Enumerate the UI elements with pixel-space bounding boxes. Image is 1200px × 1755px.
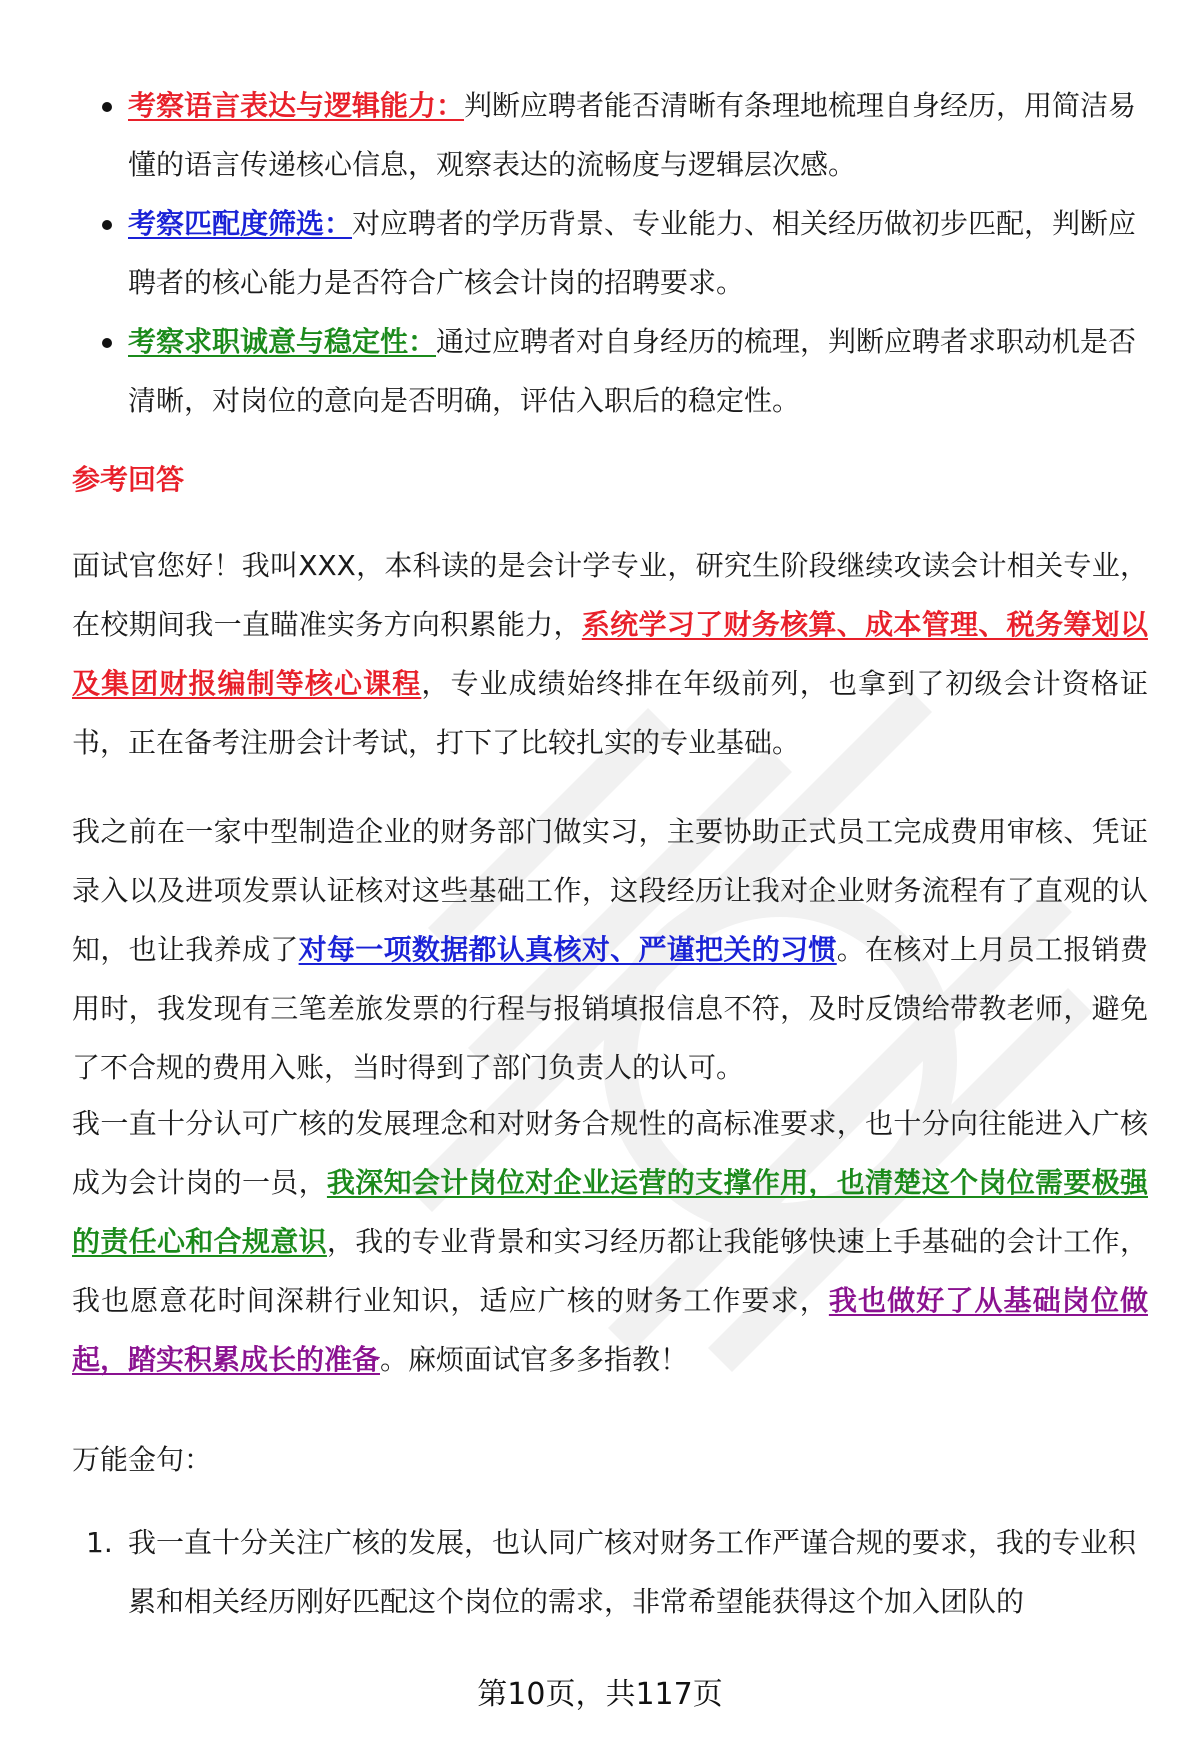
- bullet-text: 对应聘者的学历背景、专业能力、相关经历做初步匹配，判断应聘者的核心能力是否符合广核会计岗的招聘要求。: [128, 207, 1137, 299]
- item-number: 1.: [86, 1526, 113, 1559]
- assessment-bullet-list: [128, 76, 1148, 430]
- bullet-item-language: [128, 76, 1148, 194]
- answer-paragraph-2: [72, 802, 1148, 1097]
- bullet-label: 考察匹配度筛选：: [128, 207, 353, 240]
- numbered-item: [86, 1513, 1148, 1631]
- paragraph-text: 。麻烦面试官多多指教！: [380, 1343, 689, 1376]
- paragraph-text: 面试官您好！我叫XXX，本科读的是会计学专业，研究生阶段继续攻读会计相关专业，在校期间我一直瞄准实务方向积累能力，: [72, 549, 1148, 641]
- section-heading: 参考回答: [72, 463, 185, 496]
- paragraph-text: 我之前在一家中型制造企业的财务部门做实习，主要协助正式员工完成费用审核、凭证录入以及进项发票认证核对这些基础工作，这段经历让我对企业财务流程有了直观的认知，也让我养成了: [72, 815, 1148, 966]
- paragraph-text: 。在核对上月员工报销费用时，我发现有三笔差旅发票的行程与报销填报信息不符，及时反馈给带教老师，避免了不合规的费用入账，当时得到了部门负责人的认可。: [72, 933, 1148, 1084]
- golden-sentence-list: [86, 1513, 1148, 1631]
- answer-paragraph-1: [72, 536, 1148, 772]
- bullet-text: 判断应聘者能否清晰有条理地梳理自身经历，用简洁易懂的语言传递核心信息，观察表达的流畅度与逻辑层次感。: [128, 89, 1137, 181]
- golden-sentences-title: 万能金句：: [72, 1443, 213, 1476]
- bullet-label: 考察语言表达与逻辑能力：: [128, 89, 465, 122]
- item-text: 我一直十分关注广核的发展，也认同广核对财务工作严谨合规的要求，我的专业积累和相关经历刚好匹配这个岗位的需求，非常希望能获得这个加入团队的: [128, 1526, 1137, 1618]
- paragraph-text: 我一直十分认可广核的发展理念和对财务合规性的高标准要求，也十分向往能进入广核成为会计岗的一员，: [72, 1107, 1148, 1199]
- highlight-text: 对每一项数据都认真核对、严谨把关的习惯: [298, 933, 837, 966]
- paragraph-text: ，我的专业背景和实习经历都让我能够快速上手基础的会计工作，我也愿意花时间深耕行业知识，适应广核的财务工作要求，: [72, 1225, 1148, 1317]
- bullet-item-match: [128, 194, 1148, 312]
- highlight-text: 我深知会计岗位对企业运营的支撑作用，也清楚这个岗位需要极强的责任心和合规意识: [72, 1166, 1148, 1258]
- highlight-text: 系统学习了财务核算、成本管理、税务筹划以及集团财报编制等核心课程: [72, 608, 1148, 700]
- paragraph-text: ，专业成绩始终排在年级前列，也拿到了初级会计资格证书，正在备考注册会计考试，打下了比较扎实的专业基础。: [72, 667, 1148, 759]
- answer-paragraph-3: [72, 1094, 1148, 1389]
- bullet-text: 通过应聘者对自身经历的梳理，判断应聘者求职动机是否清晰，对岗位的意向是否明确，评估入职后的稳定性。: [128, 325, 1137, 417]
- highlight-text: 我也做好了从基础岗位做起，踏实积累成长的准备: [72, 1284, 1148, 1376]
- page-footer: 第10页，共117页: [477, 1677, 723, 1712]
- bullet-label: 考察求职诚意与稳定性：: [128, 325, 437, 358]
- bullet-item-sincerity: [128, 312, 1148, 430]
